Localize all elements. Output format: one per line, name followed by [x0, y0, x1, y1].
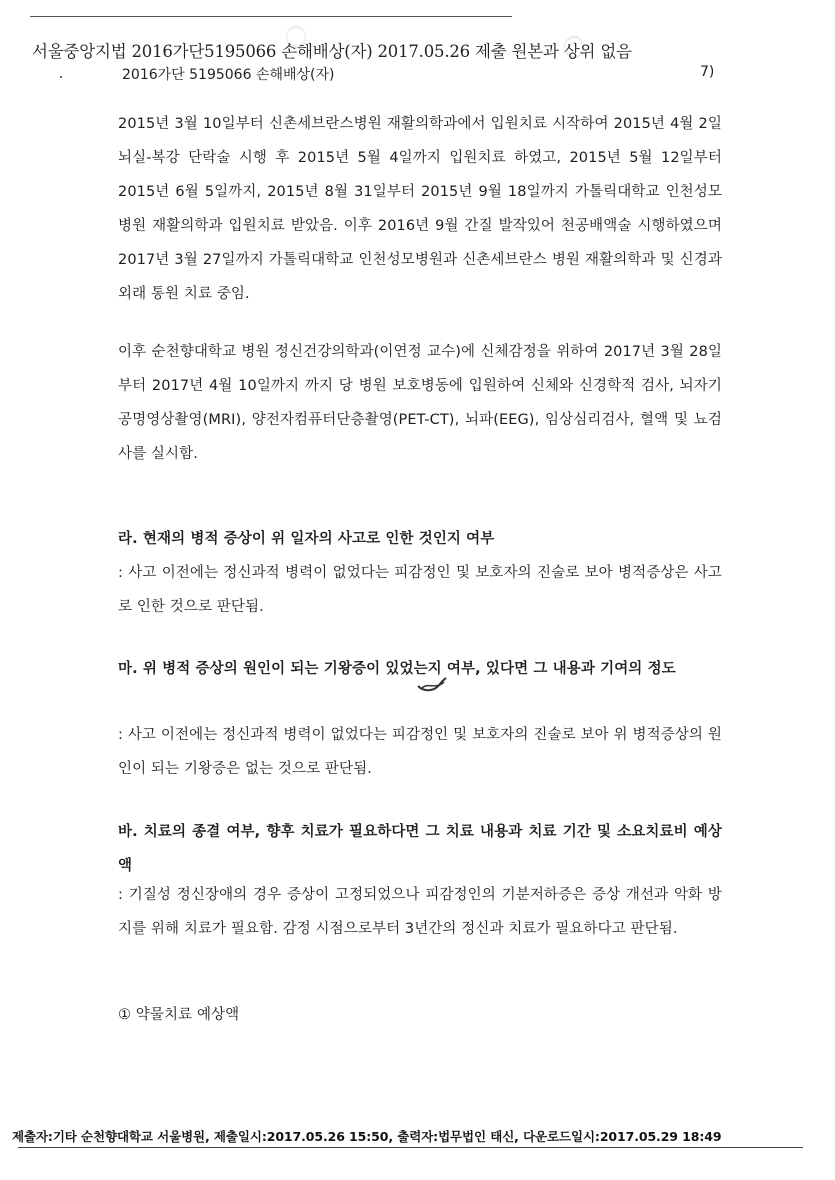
- bottom-rule: [18, 1147, 803, 1148]
- section-ba-heading: 바. 치료의 종결 여부, 향후 치료가 필요하다면 그 치료 내용과 치료 기간 및 소요치료비 예상액: [118, 824, 722, 874]
- section-ba-text: : 기질성 정신장애의 경우 증상이 고정되었으나 피감정인의 기분저하증은 증상 개선과 악화 방지를 위해 치료가 필요함. 감정 시점으로부터 3년간의 정신과 치료가 필요하다고 판단됨.: [118, 887, 722, 937]
- court-stamp-header: 서울중앙지법 2016가단5195066 손해배상(자) 2017.05.26 제출 원본과 상위 없음: [32, 42, 632, 61]
- top-rule: [30, 16, 512, 17]
- case-number-header: 2016가단 5195066 손해배상(자): [122, 67, 335, 83]
- sub-item-medication: ① 약물치료 예상액: [118, 1007, 240, 1023]
- examination-paragraph: 이후 순천향대학교 병원 정신건강의학과(이연정 교수)에 신체감정을 위하여 2017년 3월 28일부터 2017년 4월 10일까지 까지 당 병원 보호병동에 입원하여 신체와 신경학적 검사, 뇌자기공명영상촬영(MRI), 양전자컴퓨터단층촬영(PET-CT), 뇌파(EEG), 임상심리검사, 혈액 및 뇨검사를 실시함.: [118, 344, 722, 462]
- section-ma-text: : 사고 이전에는 정신과적 병력이 없었다는 피감정인 및 보호자의 진술로 보아 위 병적증상의 원인이 되는 기왕증은 없는 것으로 판단됨.: [118, 727, 722, 777]
- section-ra-text: : 사고 이전에는 정신과적 병력이 없었다는 피감정인 및 보호자의 진술로 보아 병적증상은 사고로 인한 것으로 판단됨.: [118, 565, 722, 615]
- page-number: 7): [700, 64, 715, 80]
- section-ra-heading: 라. 현재의 병적 증상이 위 일자의 사고로 인한 것인지 여부: [118, 531, 495, 547]
- treatment-history-paragraph: 2015년 3월 10일부터 신촌세브란스병원 재활의학과에서 입원치료 시작하여 2015년 4월 2일 뇌실-복강 단락술 시행 후 2015년 5월 4일까지 입원치료 하였고, 2015년 5월 12일부터 2015년 6월 5일까지, 2015년 8월 31일부터 2015년 9월 18일까지 가톨릭대학교 인천성모병원 재활의학과 입원치료 받았음. 이후 2016년 9월 간질 발작있어 천공배액술 시행하였으며 2017년 3월 27일까지 가톨릭대학교 인천성모병원과 신촌세브란스 병원 재활의학과 및 신경과 외래 통원 치료 중임.: [118, 116, 722, 302]
- section-ma-heading: 마. 위 병적 증상의 원인이 되는 기왕증이 있었는지 여부, 있다면 그 내용과 기여의 정도: [118, 661, 676, 677]
- submission-footer: 제출자:기타 순천향대학교 서울병원, 제출일시:2017.05.26 15:50, 출력자:법무법인 태신, 다운로드일시:2017.05.29 18:49: [12, 1129, 722, 1144]
- speck: [60, 76, 62, 78]
- handwritten-mark-icon: [416, 674, 448, 694]
